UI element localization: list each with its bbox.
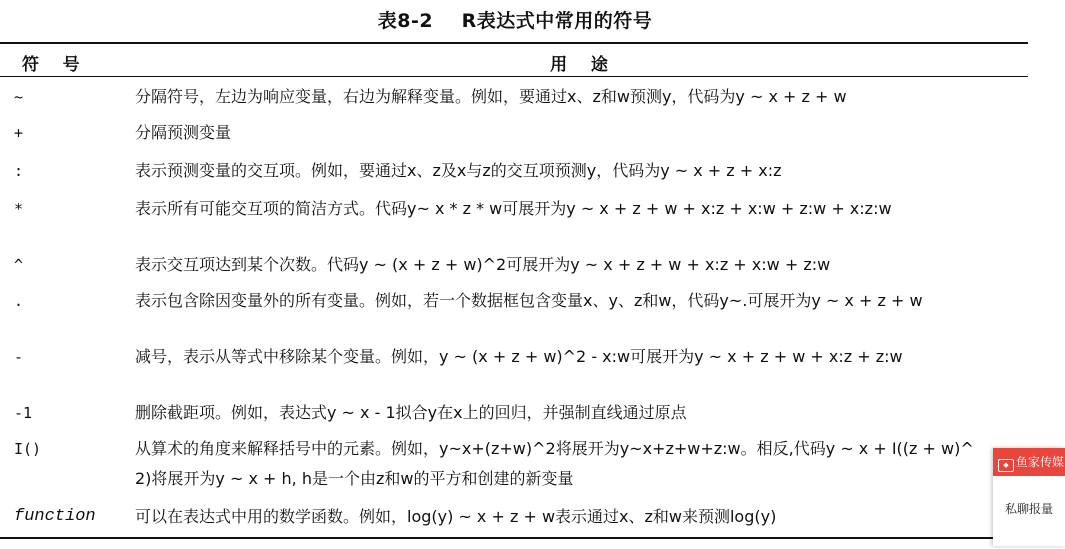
symbol-cell: + <box>14 124 24 142</box>
widget-title: 鱼家传媒 <box>1016 455 1065 469</box>
description-cell: 表示交互项达到某个次数。代码y ~ (x + z + w)^2可展开为y ~ x + z + w + x:z + x:w + z:w <box>135 255 831 274</box>
symbol-cell: I() <box>14 440 42 458</box>
description-cell: 表示预测变量的交互项。例如，要通过x、z及x与z的交互项预测y，代码为y ~ x + z + x:z <box>135 161 782 180</box>
symbol-cell: * <box>14 200 24 218</box>
symbol-cell: . <box>14 292 24 310</box>
symbol-cell: -1 <box>14 404 33 422</box>
header-usage: 用 途 <box>550 55 608 75</box>
description-cell: 表示所有可能交互项的简洁方式。代码y~ x * z * w可展开为y ~ x + z + w + x:z + x:w + z:w + x:z:w <box>135 199 892 218</box>
symbol-cell: function <box>14 507 96 526</box>
symbol-cell: ~ <box>14 88 24 106</box>
floating-contact-widget[interactable] <box>993 448 1065 546</box>
yujia-logo-icon: ◆ <box>998 459 1014 472</box>
symbol-cell: - <box>14 348 24 366</box>
table-bottom-rule <box>0 537 1028 539</box>
description-cell: 可以在表达式中用的数学函数。例如，log(y) ~ x + z + w表示通过x、z和w来预测log(y) <box>135 507 777 526</box>
symbol-cell: ^ <box>14 256 24 274</box>
private-chat-button[interactable]: 私聊报量 <box>1004 502 1053 516</box>
description-cell: 减号，表示从等式中移除某个变量。例如，y ~ (x + z + w)^2 - x:w可展开为y ~ x + z + w + x:z + z:w <box>135 347 903 366</box>
description-cell: 删除截距项。例如，表达式y ~ x - 1拟合y在x上的回归，并强制直线通过原点 <box>135 403 687 422</box>
table-top-rule <box>0 42 1028 44</box>
table-caption: 表8-2 R表达式中常用的符号 <box>377 10 653 32</box>
symbol-cell: : <box>14 162 24 180</box>
header-symbol: 符 号 <box>22 55 80 75</box>
description-cell: 分隔符号，左边为响应变量，右边为解释变量。例如，要通过x、z和w预测y，代码为y ~ x + z + w <box>135 87 847 106</box>
table-header-rule <box>0 76 1028 77</box>
description-cell: 表示包含除因变量外的所有变量。例如，若一个数据框包含变量x、y、z和w，代码y~.可展开为y ~ x + z + w <box>135 291 923 310</box>
description-cell: 分隔预测变量 <box>135 123 232 142</box>
widget-header[interactable] <box>993 448 1065 476</box>
description-cell: 从算术的角度来解释括号中的元素。例如，y~x+(z+w)^2将展开为y~x+z+w+z:w。相反,代码y ~ x + I((z + w)^2)将展开为y ~ x + h, h是一个由z和w的平方和创建的新变量 <box>135 439 974 488</box>
